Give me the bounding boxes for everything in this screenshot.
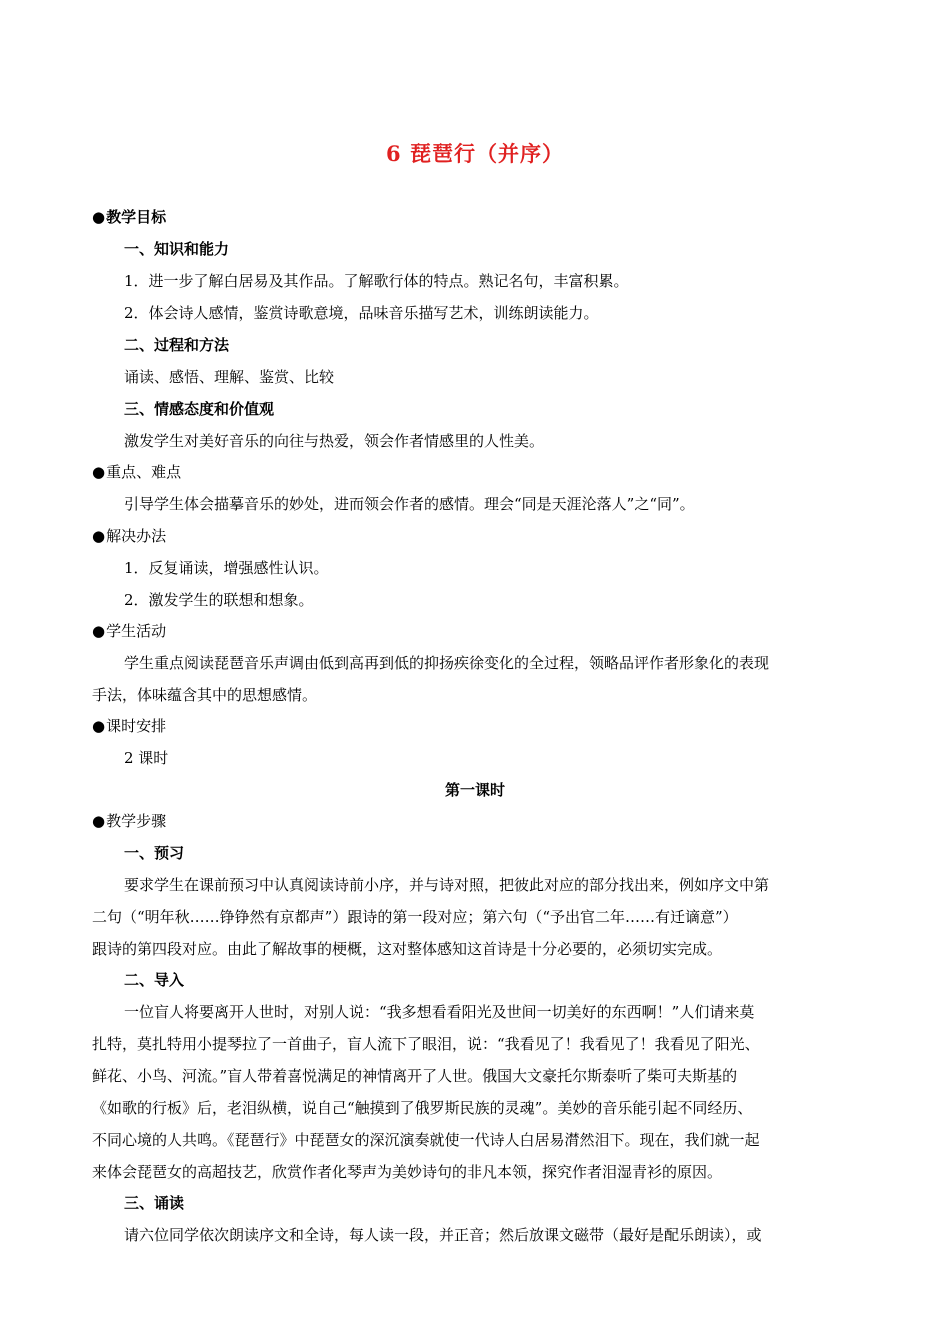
heading-activity: ●学生活动	[92, 622, 167, 640]
paragraph-schedule: 2 课时	[124, 749, 169, 767]
bullet-icon: ●	[92, 463, 106, 481]
subheading-recite: 三、诵读	[124, 1194, 185, 1212]
subheading-emotion: 三、情感态度和价值观	[124, 400, 275, 418]
paragraph-intro-1: 一位盲人将要离开人世时，对别人说：“我多想看看阳光及世间一切美好的东西啊！”人们请来莫	[124, 1003, 755, 1021]
bullet-icon: ●	[92, 812, 106, 830]
heading-key-points: ●重点、难点	[92, 463, 182, 481]
paragraph-intro-4: 《如歌的行板》后，老泪纵横，说自己“触摸到了俄罗斯民族的灵魂”。美妙的音乐能引起不同经历、	[92, 1099, 753, 1117]
bullet-icon: ●	[92, 527, 106, 545]
heading-steps: ●教学步骤	[92, 812, 167, 830]
paragraph-preview-1: 要求学生在课前预习中认真阅读诗前小序，并与诗对照，把彼此对应的部分找出来，例如序文中第	[124, 876, 770, 894]
paragraph-k2: 2．体会诗人感情，鉴赏诗歌意境，品味音乐描写艺术，训练朗读能力。	[124, 304, 599, 322]
paragraph-process: 诵读、感悟、理解、鉴赏、比较	[124, 368, 335, 386]
subheading-intro: 二、导入	[124, 971, 185, 989]
heading-schedule: ●课时安排	[92, 717, 167, 735]
page-title: 6 琵琶行（并序）	[386, 141, 564, 166]
bullet-icon: ●	[92, 717, 106, 735]
paragraph-intro-3: 鲜花、小鸟、河流。”盲人带着喜悦满足的神情离开了人世。俄国大文豪托尔斯泰听了柴可夫斯基的	[92, 1067, 738, 1085]
paragraph-key: 引导学生体会描摹音乐的妙处，进而领会作者的感情。理会“同是天涯沦落人”之“同”。	[124, 495, 695, 513]
paragraph-k1: 1．进一步了解白居易及其作品。了解歌行体的特点。熟记名句，丰富积累。	[124, 272, 629, 290]
heading-solution: ●解决办法	[92, 527, 167, 545]
paragraph-preview-3: 跟诗的第四段对应。由此了解故事的梗概，这对整体感知这首诗是十分必要的，必须切实完成。	[92, 940, 723, 958]
paragraph-intro-2: 扎特，莫扎特用小提琴拉了一首曲子，盲人流下了眼泪，说：“我看见了！我看见了！我看见了阳光、	[92, 1035, 760, 1053]
subheading-knowledge: 一、知识和能力	[124, 240, 230, 258]
paragraph-intro-5: 不同心境的人共鸣。《琵琶行》中琵琶女的深沉演奏就使一代诗人白居易潸然泪下。现在，我们就一起	[92, 1131, 760, 1149]
subheading-process: 二、过程和方法	[124, 336, 230, 354]
subheading-preview: 一、预习	[124, 844, 185, 862]
paragraph-activity-2: 手法，体味蕴含其中的思想感情。	[92, 686, 318, 704]
lesson-heading: 第一课时	[444, 781, 505, 799]
paragraph-activity-1: 学生重点阅读琵琶音乐声调由低到高再到低的抑扬疾徐变化的全过程，领略品评作者形象化的表现	[124, 654, 770, 672]
paragraph-intro-6: 来体会琵琶女的高超技艺，欣赏作者化琴声为美妙诗句的非凡本领，探究作者泪湿青衫的原因。	[92, 1163, 723, 1181]
paragraph-preview-2: 二句（“明年秋……铮铮然有京都声”）跟诗的第一段对应；第六句（“予出官二年……有迁谪意”）	[92, 908, 738, 926]
paragraph-recite-1: 请六位同学依次朗读序文和全诗，每人读一段，并正音；然后放课文磁带（最好是配乐朗读），或	[124, 1226, 762, 1244]
paragraph-s2: 2．激发学生的联想和想象。	[124, 591, 314, 609]
heading-teaching-goals: ●教学目标	[92, 208, 167, 226]
bullet-icon: ●	[92, 208, 106, 226]
paragraph-emotion: 激发学生对美好音乐的向往与热爱，领会作者情感里的人性美。	[124, 432, 545, 450]
bullet-icon: ●	[92, 622, 106, 640]
paragraph-s1: 1．反复诵读，增强感性认识。	[124, 559, 329, 577]
